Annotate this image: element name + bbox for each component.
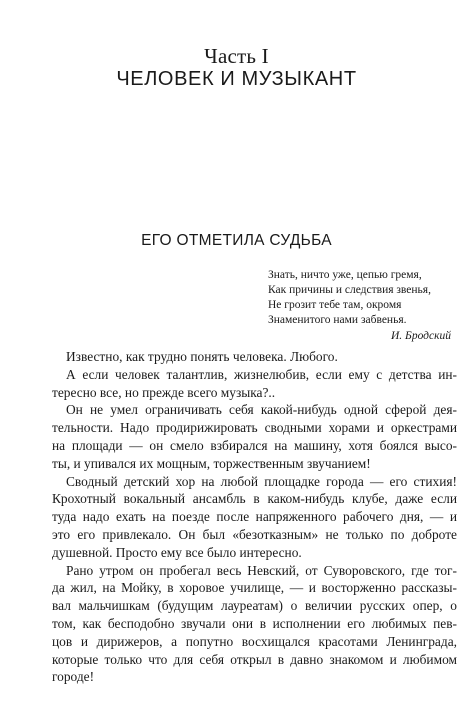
body-line: вал мальчишкам (будущим лауреатам) о величии русских опер, о	[52, 598, 457, 614]
epigraph-line: Не грозит тебе там, окромя	[268, 299, 402, 311]
epigraph	[268, 268, 453, 344]
part-title: ЧЕЛОВЕК И МУЗЫКАНТ	[116, 68, 357, 90]
body-text	[52, 348, 457, 686]
body-line: Он не умел ограничивать себя какой-нибудь одной сферой дея-	[66, 402, 457, 418]
epigraph-line: Знать, ничто уже, цепью гремя,	[268, 269, 422, 281]
epigraph-author: И. Бродский	[391, 330, 451, 342]
body-line: это его привлекало. Он был «безотказным» не только по доброте	[52, 526, 457, 542]
body-line: Известно, как трудно понять человека. Любого.	[66, 349, 338, 364]
body-line: городе!	[52, 669, 95, 685]
body-line: Рано утром он пробегал весь Невский, от Суворовского, где тог-	[66, 562, 457, 578]
epigraph-line: Знаменитого нами забвенья.	[268, 314, 407, 326]
body-line: том, как бесподобно звучали они в исполнении его любимых пев-	[52, 615, 457, 631]
body-line: Сводный детский хор на любой площадке города — его стихия!	[66, 473, 457, 489]
body-line: душевной. Просто ему все было интересно.	[52, 544, 302, 560]
body-line: А если человек талантлив, жизнелюбив, если ему с детства ин-	[66, 366, 457, 382]
chapter-title: ЕГО ОТМЕТИЛА СУДЬБА	[141, 232, 332, 249]
body-line: да жил, на Мойку, в хоровое училище, — и восторженно рассказы-	[52, 580, 457, 596]
part-label: Часть I	[204, 44, 269, 68]
body-line: тельности. Надо продирижировать сводными хорами и оркестрами	[52, 420, 457, 436]
body-line: ты, и упивался их мощным, торжественным звучанием!	[52, 455, 371, 471]
body-line: на площади — он смело взбирался на машину, хотя боялся высо-	[52, 437, 457, 453]
body-line: тересно все, но прежде всего музыка?..	[52, 384, 276, 400]
body-line: туда надо ехать на поезде после напряженного рабочего дня, — и	[52, 509, 457, 525]
body-line: Крохотный вокальный ансамбль в каком-нибудь клубе, даже если	[52, 491, 457, 507]
body-line: которые только что для себя открыл в давно знакомом и любимом	[52, 651, 457, 667]
body-line: цов и дирижеров, а попутно восхищался красотами Ленинграда,	[52, 633, 457, 649]
epigraph-line: Как причины и следствия звенья,	[268, 284, 431, 296]
